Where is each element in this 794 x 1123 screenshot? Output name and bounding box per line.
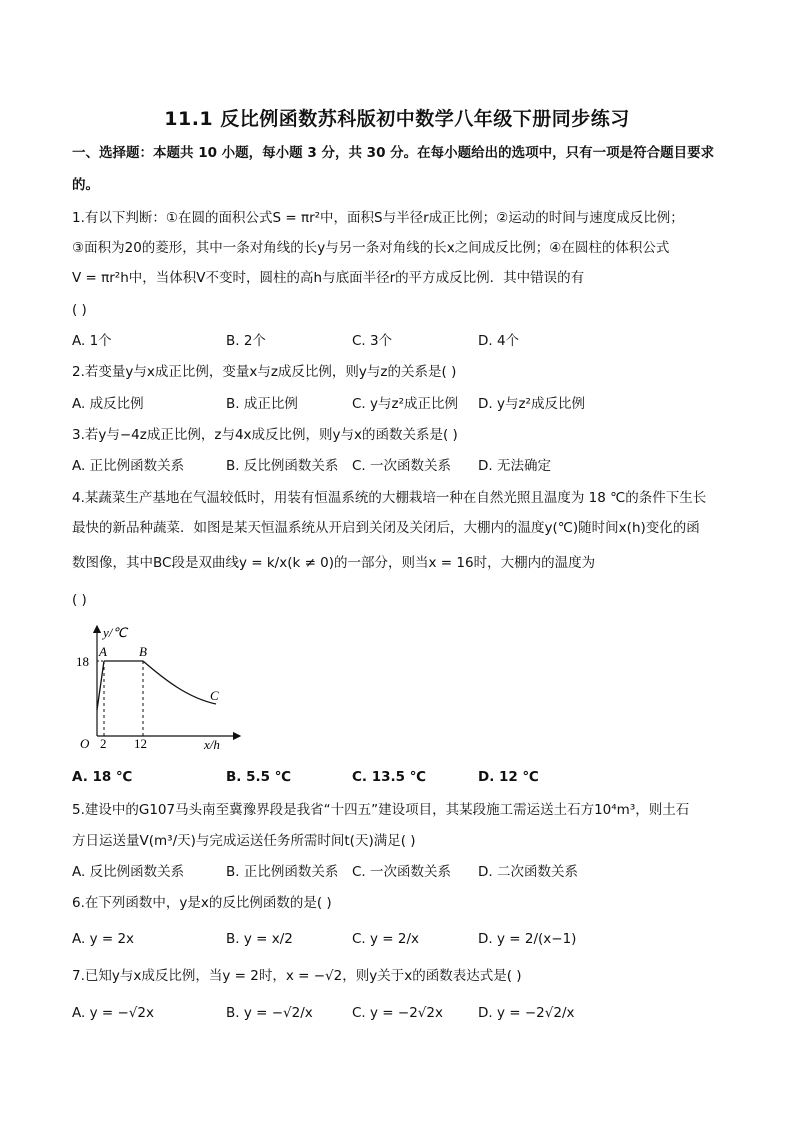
q3-stem: 3.若y与−4z成正比例，z与4x成反比例，则y与x的函数关系是( ) <box>72 427 458 443</box>
x-tick-12: 12 <box>134 736 147 751</box>
q5-line2: 方日运送量V(m³/天)与完成运送任务所需时间t(天)满足( ) <box>72 833 416 849</box>
q1-option-a: A. 1个 <box>72 333 112 349</box>
q3-option-b: B. 反比例函数关系 <box>226 458 339 474</box>
q7-stem: 7.已知y与x成反比例，当y = 2时，x = −√2，则y关于x的函数表达式是( ) <box>72 968 522 984</box>
temperature-time-graph <box>70 620 246 752</box>
y-tick-18: 18 <box>76 654 89 669</box>
q1-line2: ③面积为20的菱形，其中一条对角线的长y与另一条对角线的长x之间成反比例；④在圆柱的体积公式 <box>72 240 670 256</box>
q4-line1: 4.某蔬菜生产基地在气温较低时，用装有恒温系统的大棚栽培一种在自然光照且温度为 18 ℃的条件下生长 <box>72 490 707 506</box>
q6-option-c: C. y = 2/x <box>352 931 420 947</box>
q5-option-d: D. 二次函数关系 <box>478 864 578 880</box>
q3-option-d: D. 无法确定 <box>478 458 551 474</box>
q4-option-d: D. 12 ℃ <box>478 769 539 785</box>
q4-option-c: C. 13.5 ℃ <box>352 769 427 785</box>
q6-stem: 6.在下列函数中，y是x的反比例函数的是( ) <box>72 895 332 911</box>
x-axis-label: x/h <box>204 737 220 752</box>
q5-option-b: B. 正比例函数关系 <box>226 864 339 880</box>
q6-option-d: D. y = 2/(x−1) <box>478 931 577 947</box>
curve-bc <box>143 661 216 704</box>
page-title: 11.1 反比例函数苏科版初中数学八年级下册同步练习 <box>164 108 630 130</box>
section-heading-line1: 一、选择题：本题共 10 小题，每小题 3 分，共 30 分。在每小题给出的选项中，只有一项是符合题目要求 <box>72 145 715 161</box>
y-axis-label: y/℃ <box>103 625 127 640</box>
q1-option-d: D. 4个 <box>478 333 520 349</box>
q2-stem: 2.若变量y与x成正比例，变量x与z成反比例，则y与z的关系是( ) <box>72 364 457 380</box>
q4-option-b: B. 5.5 ℃ <box>226 769 292 785</box>
x-tick-2: 2 <box>100 736 107 751</box>
q4-line3: 数图像，其中BC段是双曲线y = k/x(k ≠ 0)的一部分，则当x = 16时，大棚内的温度为 <box>72 555 596 571</box>
q2-option-c: C. y与z²成正比例 <box>352 396 458 412</box>
q1-option-b: B. 2个 <box>226 333 266 349</box>
q4-answer-paren: ( ) <box>72 592 87 608</box>
q7-option-b: B. y = −√2/x <box>226 1005 313 1021</box>
q4-option-a: A. 18 ℃ <box>72 769 133 785</box>
q7-option-d: D. y = −2√2/x <box>478 1005 575 1021</box>
point-a-label: A <box>99 644 107 659</box>
q5-option-a: A. 反比例函数关系 <box>72 864 185 880</box>
point-b-label: B <box>139 644 147 659</box>
q2-option-a: A. 成反比例 <box>72 396 144 412</box>
q2-option-b: B. 成正比例 <box>226 396 298 412</box>
q6-option-b: B. y = x/2 <box>226 931 293 947</box>
q1-line1: 1.有以下判断：①在圆的面积公式S = πr²中，面积S与半径r成正比例；②运动的时间与速度成反比例； <box>72 210 684 226</box>
q1-line3: V = πr²h中，当体积V不变时，圆柱的高h与底面半径r的平方成反比例．其中错误的有 <box>72 270 585 286</box>
q7-option-a: A. y = −√2x <box>72 1005 154 1021</box>
section-heading-line2: 的。 <box>72 177 99 193</box>
q3-option-a: A. 正比例函数关系 <box>72 458 185 474</box>
point-c-label: C <box>210 688 219 703</box>
q3-option-c: C. 一次函数关系 <box>352 458 452 474</box>
q6-option-a: A. y = 2x <box>72 931 135 947</box>
origin-label: O <box>80 736 90 751</box>
q2-option-d: D. y与z²成反比例 <box>478 396 585 412</box>
q1-option-c: C. 3个 <box>352 333 393 349</box>
q5-option-c: C. 一次函数关系 <box>352 864 452 880</box>
segment-oa <box>97 661 104 710</box>
q4-line2: 最快的新品种蔬菜．如图是某天恒温系统从开启到关闭及关闭后，大棚内的温度y(℃)随时间x(h)变化的函 <box>72 520 700 536</box>
q5-line1: 5.建设中的G107马头南至冀豫界段是我省“十四五”建设项目，其某段施工需运送土石方10⁴m³，则土石 <box>72 802 690 818</box>
q7-option-c: C. y = −2√2x <box>352 1005 443 1021</box>
q1-answer-paren: ( ) <box>72 302 87 318</box>
